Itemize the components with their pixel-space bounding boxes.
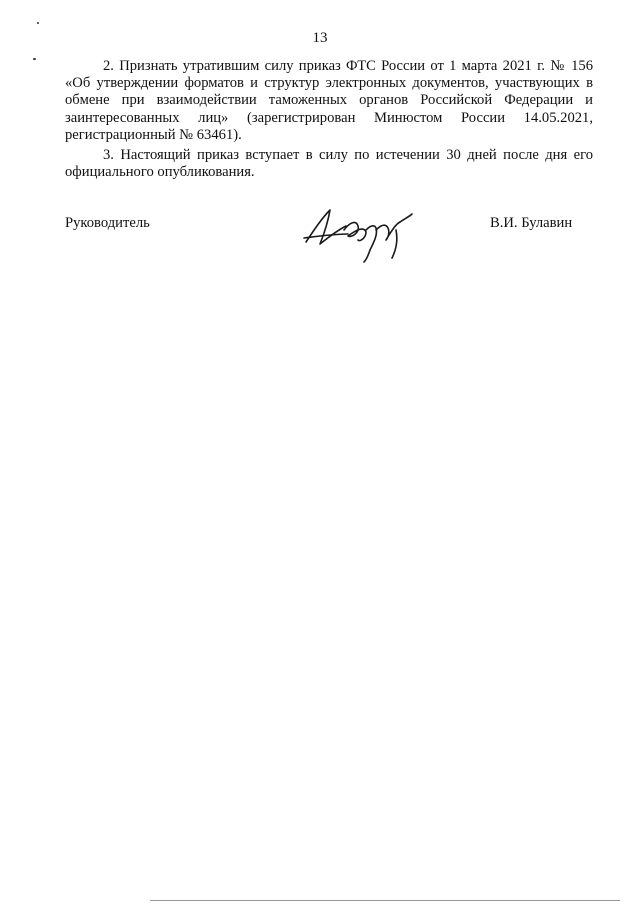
page-number: 13 bbox=[312, 30, 328, 46]
scan-speck bbox=[33, 58, 36, 60]
signatory-name: В.И. Булавин bbox=[490, 215, 573, 231]
paragraph-2: 2. Признать утратившим силу приказ ФТС России от 1 марта 2021 г. № 156 «Об утверждении форматов и структур электронных документов, участвующих в обмене при взаимодействии таможенных органов Российской Федерации и заинтересованных лиц» (зарегистрирован Минюстом России 14.05.2021, регистрационный № 63461). bbox=[65, 58, 593, 143]
scan-speck bbox=[37, 22, 39, 24]
paragraph-3: 3. Настоящий приказ вступает в силу по истечении 30 дней после дня его официального опубликования. bbox=[65, 147, 593, 181]
signatory-title: Руководитель bbox=[65, 215, 150, 231]
scan-edge-line bbox=[150, 900, 620, 901]
handwritten-signature bbox=[300, 200, 420, 265]
